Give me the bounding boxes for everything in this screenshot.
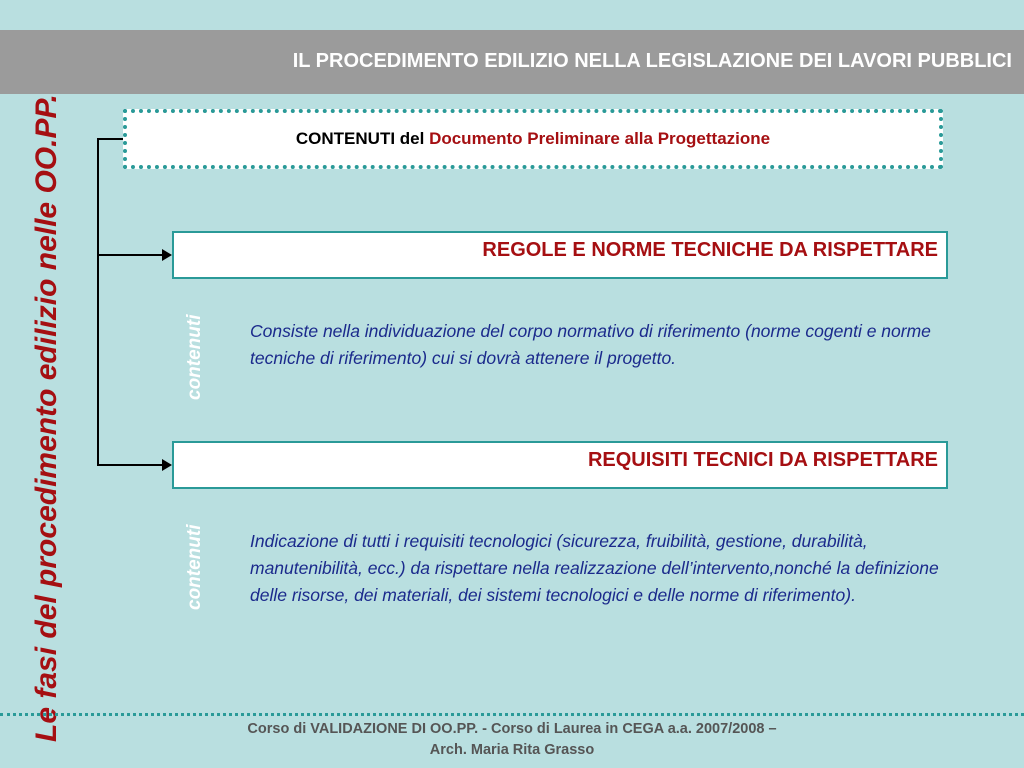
section-title-1: REGOLE E NORME TECNICHE DA RISPETTARE <box>482 239 938 261</box>
section-description-2: Indicazione di tutti i requisiti tecnologici (sicurezza, fruibilità, gestione, durabilità, manutenibilità, ecc.) da rispettare nella realizzazione dell’intervento,nonché la definizione delle risorse, dei materiali, dei sistemi tecnologici e delle norme di riferimento). <box>250 531 939 605</box>
footer <box>0 719 1024 761</box>
slide-title: IL PROCEDIMENTO EDILIZIO NELLA LEGISLAZIONE DEI LAVORI PUBBLICI <box>292 50 1012 72</box>
arrow-line-2 <box>97 464 163 466</box>
section-description-1: Consiste nella individuazione del corpo normativo di riferimento (norme cogenti e norme tecniche di riferimento) cui si dovrà attenere il progetto. <box>250 321 931 368</box>
section-title-box-2 <box>172 441 948 489</box>
subtitle-accent: Documento Preliminare alla Progettazione <box>429 129 771 148</box>
bracket-line <box>97 138 99 465</box>
contenuti-label-1: contenuti <box>184 314 205 400</box>
bracket-top-line <box>97 138 123 140</box>
arrow-line-1 <box>97 254 163 256</box>
footer-line-2: Arch. Maria Rita Grasso <box>429 742 595 758</box>
footer-line-1: Corso di VALIDAZIONE DI OO.PP. - Corso di Laurea in CEGA a.a. 2007/2008 – <box>247 721 777 737</box>
footer-divider <box>0 713 1024 716</box>
section-title-2: REQUISITI TECNICI DA RISPETTARE <box>587 449 938 471</box>
arrow-right-icon <box>162 249 172 261</box>
subtitle-prefix: CONTENUTI del <box>295 129 430 148</box>
subtitle-box <box>123 109 943 169</box>
section-title-box-1 <box>172 231 948 279</box>
side-title: Le fasi del procedimento edilizio nelle OO.PP. <box>30 94 63 742</box>
arrow-right-icon <box>162 459 172 471</box>
contenuti-label-2: contenuti <box>184 524 205 610</box>
